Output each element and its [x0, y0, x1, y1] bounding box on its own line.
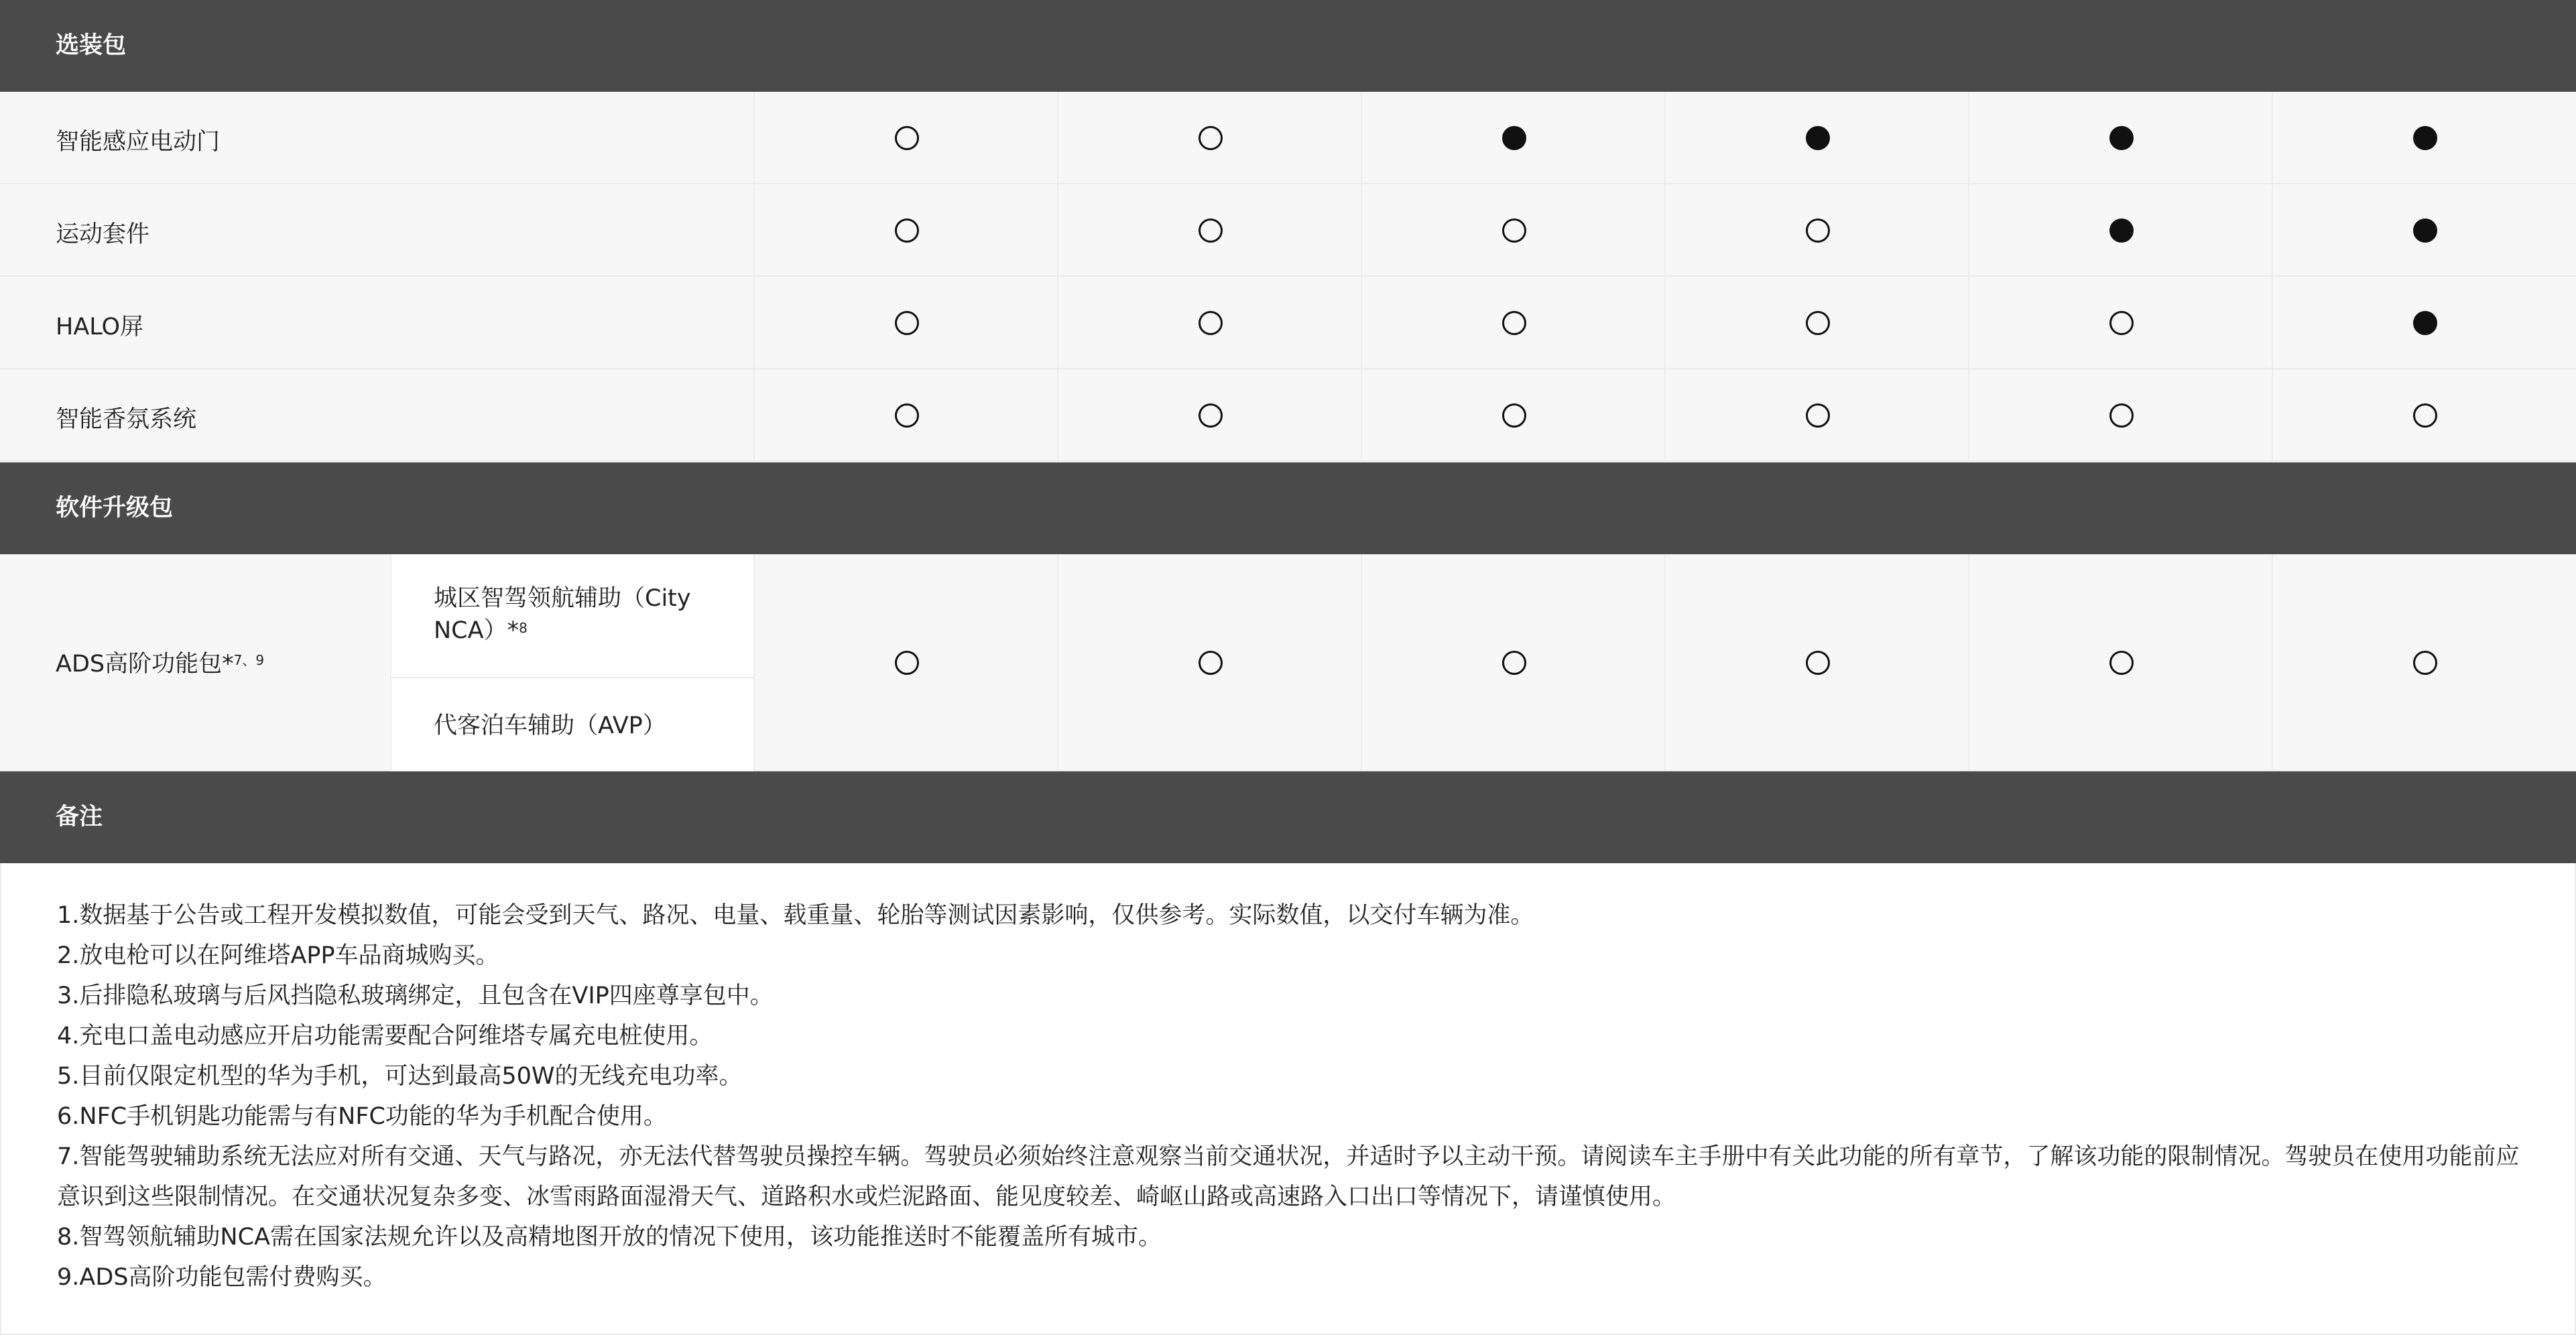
avp-text: 代客泊车辅助（AVP） — [434, 712, 666, 739]
empty-circle-icon — [895, 311, 919, 335]
package-row-4-cell-6 — [2272, 369, 2575, 460]
empty-circle-icon — [1199, 403, 1223, 428]
note-item-5: 5.目前仅限定机型的华为手机，可达到最高50W的无线充电功率。 — [57, 1063, 743, 1090]
ads-cell-2 — [1057, 554, 1361, 770]
package-row-4-cell-2 — [1057, 369, 1361, 460]
package-row-3-cell-3 — [1361, 277, 1664, 368]
package-row-3-cell-5 — [1968, 277, 2272, 368]
empty-circle-icon — [1806, 651, 1830, 675]
city-nca-footnote: 8 — [519, 620, 528, 636]
package-row-2-cell-1 — [753, 184, 1057, 275]
ads-cell-1 — [753, 554, 1057, 770]
filled-circle-icon — [2109, 126, 2134, 150]
empty-circle-icon — [1806, 403, 1830, 428]
note-item-4: 4.充电口盖电动感应开启功能需要配合阿维塔专属充电桩使用。 — [57, 1023, 713, 1050]
section-header-software: 软件升级包 — [0, 462, 2576, 554]
notes-panel — [0, 863, 2576, 1335]
package-row-4-cell-1 — [753, 369, 1057, 460]
note-item-6: 6.NFC手机钥匙功能需与有NFC功能的华为手机配合使用。 — [57, 1103, 667, 1130]
package-row — [0, 369, 2576, 462]
package-row-3-cell-4 — [1664, 277, 1968, 368]
package-row-4-cell-3 — [1361, 369, 1664, 460]
empty-circle-icon — [2109, 311, 2134, 335]
note-item-3: 3.后排隐私玻璃与后风挡隐私玻璃绑定，且包含在VIP四座尊享包中。 — [57, 982, 774, 1009]
package-row-2-cell-5 — [1968, 184, 2272, 275]
package-row-3-cell-2 — [1057, 277, 1361, 368]
section-header-notes: 备注 — [0, 771, 2576, 863]
empty-circle-icon — [895, 651, 919, 675]
empty-circle-icon — [2413, 403, 2437, 428]
filled-circle-icon — [2413, 311, 2437, 335]
notes-list — [57, 895, 2524, 1297]
filled-circle-icon — [2413, 218, 2437, 243]
ads-label-footnote: 7、9 — [233, 652, 265, 668]
ads-cell-3 — [1361, 554, 1664, 770]
package-row-label: 智能感应电动门 — [56, 129, 221, 155]
package-row-2-cell-4 — [1664, 184, 1968, 275]
package-row-1-cell-3 — [1361, 92, 1664, 183]
empty-circle-icon — [2109, 651, 2134, 675]
package-row-2-cell-2 — [1057, 184, 1361, 275]
package-row — [0, 92, 2576, 184]
note-item-9: 9.ADS高阶功能包需付费购买。 — [57, 1264, 387, 1291]
package-row-2-cell-3 — [1361, 184, 1664, 275]
ads-sub-feature-city-nca — [391, 554, 753, 678]
filled-circle-icon — [2109, 218, 2134, 243]
filled-circle-icon — [1806, 126, 1830, 150]
package-row-1-cell-4 — [1664, 92, 1968, 183]
empty-circle-icon — [1199, 311, 1223, 335]
empty-circle-icon — [2109, 403, 2134, 428]
empty-circle-icon — [1199, 651, 1223, 675]
package-row-1-cell-1 — [753, 92, 1057, 183]
package-row-label: HALO屏 — [56, 314, 144, 340]
section-header-packages: 选装包 — [0, 0, 2576, 92]
package-row-4-cell-4 — [1664, 369, 1968, 460]
note-item-1: 1.数据基于公告或工程开发模拟数值，可能会受到天气、路况、电量、载重量、轮胎等测试因素影响，仅供参考。实际数值，以交付车辆为准。 — [57, 902, 1534, 929]
note-item-2: 2.放电枪可以在阿维塔APP车品商城购买。 — [57, 942, 499, 969]
ads-sub-features — [390, 554, 753, 771]
package-row — [0, 184, 2576, 277]
empty-circle-icon — [895, 126, 919, 150]
package-row-1-cell-5 — [1968, 92, 2272, 183]
package-row-label: 智能香氛系统 — [56, 406, 197, 433]
ads-label — [56, 649, 264, 679]
ads-row — [0, 554, 2576, 771]
empty-circle-icon — [2413, 651, 2437, 675]
empty-circle-icon — [1806, 311, 1830, 335]
empty-circle-icon — [1502, 218, 1526, 243]
empty-circle-icon — [1199, 126, 1223, 150]
city-nca-text: 城区智驾领航辅助（City NCA）* — [434, 585, 691, 644]
empty-circle-icon — [1502, 311, 1526, 335]
empty-circle-icon — [1502, 403, 1526, 428]
package-row-3-cell-1 — [753, 277, 1057, 368]
ads-cell-5 — [1968, 554, 2272, 770]
note-item-8: 8.智驾领航辅助NCA需在国家法规允许以及高精地图开放的情况下使用，该功能推送时不能覆盖所有城市。 — [57, 1224, 1162, 1251]
package-row — [0, 277, 2576, 369]
package-row-4-cell-5 — [1968, 369, 2272, 460]
ads-label-text: ADS高阶功能包* — [56, 651, 234, 678]
empty-circle-icon — [1806, 218, 1830, 243]
package-row-2-cell-6 — [2272, 184, 2575, 275]
package-row-1-cell-6 — [2272, 92, 2575, 183]
ads-cell-6 — [2272, 554, 2575, 770]
filled-circle-icon — [1502, 126, 1526, 150]
empty-circle-icon — [1199, 218, 1223, 243]
empty-circle-icon — [895, 218, 919, 243]
ads-cell-4 — [1664, 554, 1968, 770]
package-row-3-cell-6 — [2272, 277, 2575, 368]
filled-circle-icon — [2413, 126, 2437, 150]
empty-circle-icon — [1502, 651, 1526, 675]
empty-circle-icon — [895, 403, 919, 428]
note-item-7: 7.智能驾驶辅助系统无法应对所有交通、天气与路况，亦无法代替驾驶员操控车辆。驾驶员必须始终注意观察当前交通状况，并适时予以主动干预。请阅读车主手册中有关此功能的所有章节，了解该功能的限制情况。驾驶员在使用功能前应意识到这些限制情况。在交通状况复杂多变、冰雪雨路面湿滑天气、道路积水或烂泥路面、能见度较差、崎岖山路或高速路入口出口等情况下，请谨慎使用。 — [57, 1143, 2520, 1210]
package-row-label: 运动套件 — [56, 221, 150, 248]
package-row-1-cell-2 — [1057, 92, 1361, 183]
